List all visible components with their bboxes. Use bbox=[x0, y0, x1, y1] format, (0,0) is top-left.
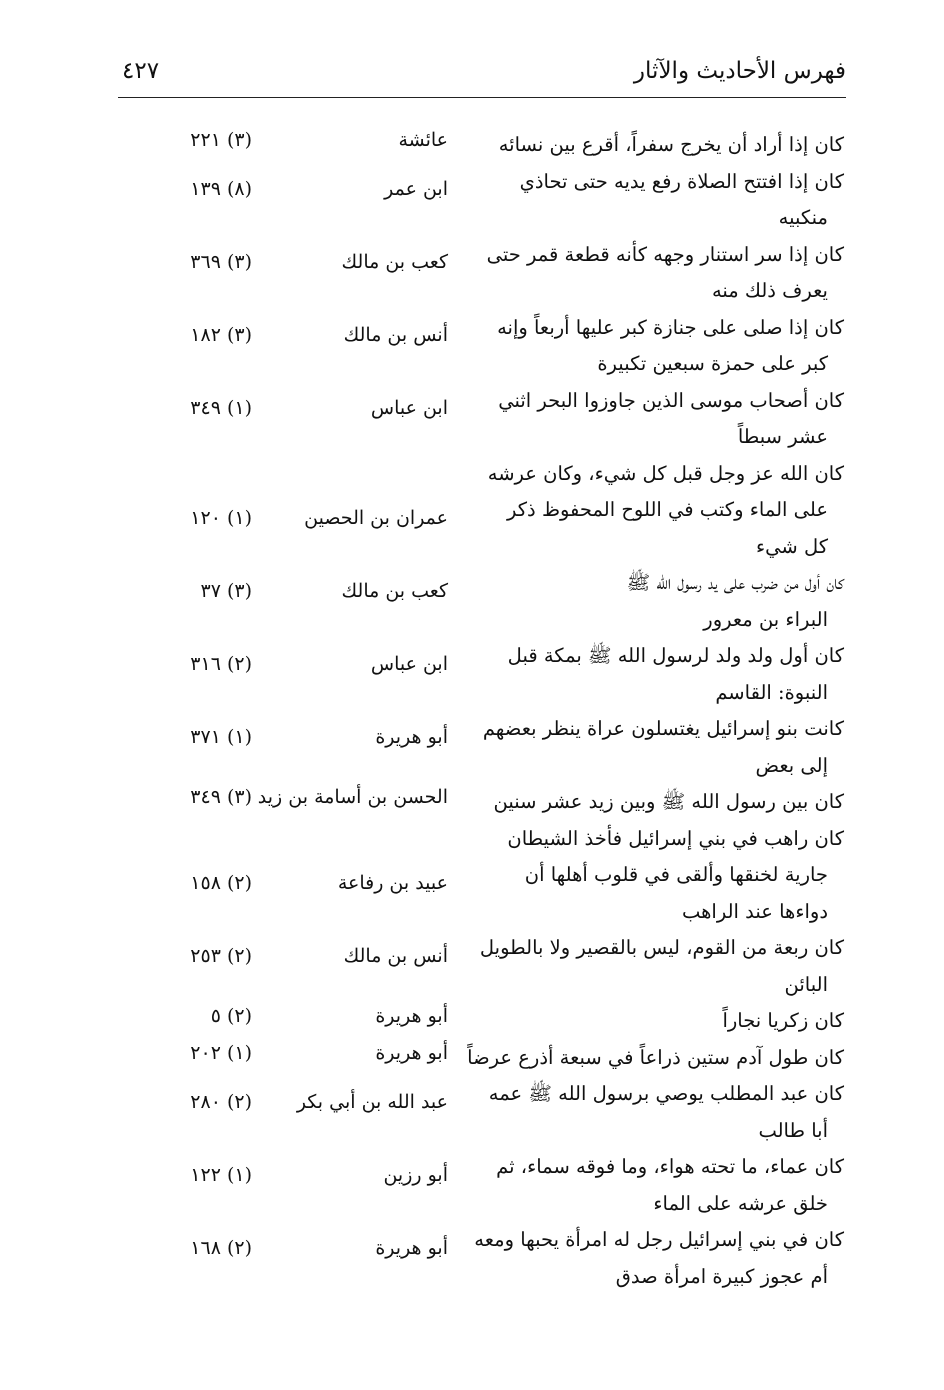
narrator: كعب بن مالك bbox=[341, 579, 448, 602]
hadith-line: كان طول آدم ستين ذراعاً في سبعة أذرع عرضاً bbox=[467, 1045, 844, 1069]
hadith-text bbox=[467, 1040, 844, 1077]
hadith-line: كان إذا صلى على جنازة كبر عليها أربعاً وإنه bbox=[497, 315, 844, 339]
hadith-line: كان عبد المطلب يوصي برسول الله ﷺ عمه bbox=[488, 1082, 844, 1105]
index-entry bbox=[0, 1149, 944, 1222]
hadith-line: البراء بن معرور bbox=[703, 607, 828, 631]
volume-page-ref: (٢) ٢٥٣ bbox=[190, 944, 252, 967]
running-title: فهرس الأحاديث والآثار bbox=[633, 58, 846, 84]
hadith-text bbox=[474, 383, 844, 456]
narrator: عمران بن الحصين bbox=[304, 506, 448, 529]
volume-page-ref: (٢) ١٥٨ bbox=[190, 871, 252, 894]
narrator: ابن عمر bbox=[384, 178, 448, 200]
narrator: ابن عباس bbox=[370, 652, 448, 675]
index-entry bbox=[0, 638, 944, 711]
volume-page-ref: (٣) ٣٦٩ bbox=[190, 251, 252, 273]
narrator: عبيد بن رفاعة bbox=[337, 871, 448, 894]
volume-page-ref: (٢) ٥ bbox=[210, 1005, 252, 1027]
volume-page-ref: (١) ١٢٢ bbox=[190, 1163, 252, 1186]
hadith-line: أبا طالب bbox=[758, 1118, 828, 1142]
hadith-line: أم عجوز كبيرة امرأة صدق bbox=[615, 1264, 828, 1288]
volume-page-ref: (١) ٣٤٩ bbox=[190, 397, 252, 419]
hadith-text bbox=[474, 456, 844, 566]
page-header bbox=[118, 58, 846, 98]
hadith-line: كبر على حمزة سبعين تكبيرة bbox=[597, 352, 828, 375]
hadith-line: كان بين رسول الله ﷺ وبين زيد عشر سنين bbox=[493, 790, 844, 813]
hadith-line: كانت بنو إسرائيل يغتسلون عراة ينظر بعضهم bbox=[482, 717, 844, 740]
volume-page-ref: (٢) ٣١٦ bbox=[190, 652, 252, 675]
hadith-line: كل شيء bbox=[755, 534, 828, 558]
hadith-text bbox=[474, 164, 844, 237]
index-entry bbox=[0, 456, 944, 566]
hadith-text bbox=[474, 237, 844, 310]
hadith-text bbox=[474, 784, 844, 821]
index-entry bbox=[0, 164, 944, 237]
narrator: أنس بن مالك bbox=[343, 324, 448, 346]
header-rule bbox=[118, 97, 846, 98]
hadith-line: كان عماء، ما تحته هواء، وما فوقه سماء، ثم bbox=[496, 1155, 844, 1178]
index-entry bbox=[0, 1222, 944, 1295]
hadith-line: كان أول من ضرب على يد رسول الله ﷺ bbox=[626, 571, 844, 594]
hadith-text bbox=[474, 930, 844, 1003]
hadith-line: كان إذا أراد أن يخرج سفراً، أقرع بين نسائه bbox=[498, 133, 844, 156]
hadith-line: كان إذا افتتح الصلاة رفع يديه حتى تحاذي bbox=[519, 169, 844, 193]
hadith-text bbox=[474, 1222, 844, 1295]
hadith-text bbox=[474, 1076, 844, 1149]
volume-page-ref: (٣) ٢٢١ bbox=[190, 129, 252, 151]
hadith-line: كان أصحاب موسى الذين جاوزوا البحر اثني bbox=[498, 388, 844, 412]
narrator: أبو رزين bbox=[383, 1163, 448, 1186]
hadith-line: النبوة: القاسم bbox=[715, 680, 828, 704]
hadith-text bbox=[474, 638, 844, 711]
volume-page-ref: (٨) ١٣٩ bbox=[190, 178, 252, 200]
hadith-line: جارية لخنقها وألقى في قلوب أهلها أن bbox=[524, 863, 828, 886]
volume-page-ref: (٣) ٣٤٩ bbox=[190, 786, 252, 808]
volume-page-ref: (١) ١٢٠ bbox=[190, 506, 252, 529]
volume-page-ref: (١) ٢٠٢ bbox=[190, 1041, 252, 1064]
narrator: أنس بن مالك bbox=[343, 944, 448, 967]
hadith-line: كان راهب في بني إسرائيل فأخذ الشيطان bbox=[507, 826, 844, 850]
index-entry bbox=[0, 127, 944, 164]
hadith-text bbox=[474, 821, 844, 931]
hadith-text bbox=[474, 565, 844, 638]
hadith-text bbox=[474, 1003, 844, 1040]
hadith-text bbox=[474, 1149, 844, 1222]
narrator: عبد الله بن أبي بكر bbox=[296, 1090, 448, 1113]
volume-page-ref: (٣) ١٨٢ bbox=[190, 324, 252, 346]
index-entry bbox=[0, 237, 944, 310]
hadith-line: كان زكريا نجاراً bbox=[722, 1009, 844, 1032]
index-entry bbox=[0, 1076, 944, 1149]
hadith-line: عشر سبطاً bbox=[737, 425, 828, 448]
narrator: أبو هريرة bbox=[375, 1041, 448, 1064]
index-entry bbox=[0, 1003, 944, 1040]
narrator: كعب بن مالك bbox=[341, 251, 448, 273]
index-entry bbox=[0, 711, 944, 784]
page-number: ٤٢٧ bbox=[122, 58, 160, 84]
hadith-line: دواءها عند الراهب bbox=[681, 899, 828, 923]
index-entry bbox=[0, 565, 944, 638]
volume-page-ref: (٢) ٢٨٠ bbox=[190, 1090, 252, 1113]
narrator: أبو هريرة bbox=[375, 1005, 448, 1027]
hadith-line: إلى بعض bbox=[755, 753, 828, 777]
volume-page-ref: (١) ٣٧١ bbox=[190, 725, 252, 748]
hadith-text bbox=[474, 711, 844, 784]
narrator: ابن عباس bbox=[370, 397, 448, 419]
index-entry bbox=[0, 310, 944, 383]
narrator: أبو هريرة bbox=[375, 725, 448, 748]
narrator: عائشة bbox=[398, 129, 448, 151]
hadith-line: يعرف ذلك منه bbox=[711, 279, 828, 302]
hadith-line: على الماء وكتب في اللوح المحفوظ ذكر bbox=[507, 498, 828, 521]
hadith-line: البائن bbox=[784, 972, 828, 996]
volume-page-ref: (٣) ٣٧ bbox=[200, 579, 252, 602]
hadith-line: كان الله عز وجل قبل كل شيء، وكان عرشه bbox=[487, 461, 844, 485]
narrator: أبو هريرة bbox=[375, 1236, 448, 1259]
hadith-line: منكبيه bbox=[778, 206, 828, 229]
index-entry bbox=[0, 383, 944, 456]
index-entry bbox=[0, 930, 944, 1003]
hadith-line: كان في بني إسرائيل رجل له امرأة يحبها ومعه bbox=[474, 1228, 844, 1251]
index-entry bbox=[0, 784, 944, 821]
hadith-line: خلق عرشه على الماء bbox=[653, 1191, 828, 1215]
narrator: الحسن بن أسامة بن زيد bbox=[257, 786, 448, 808]
index-entry bbox=[0, 821, 944, 931]
hadith-text bbox=[474, 310, 844, 383]
hadith-line: كان أول ولد ولد لرسول الله ﷺ بمكة قبل bbox=[507, 644, 844, 667]
volume-page-ref: (٢) ١٦٨ bbox=[190, 1236, 252, 1259]
hadith-text bbox=[474, 127, 844, 164]
index-entry bbox=[0, 1040, 944, 1077]
hadith-line: كان ربعة من القوم، ليس بالقصير ولا بالطويل bbox=[479, 936, 844, 959]
hadith-line: كان إذا سر استنار وجهه كأنه قطعة قمر حتى bbox=[486, 242, 844, 266]
